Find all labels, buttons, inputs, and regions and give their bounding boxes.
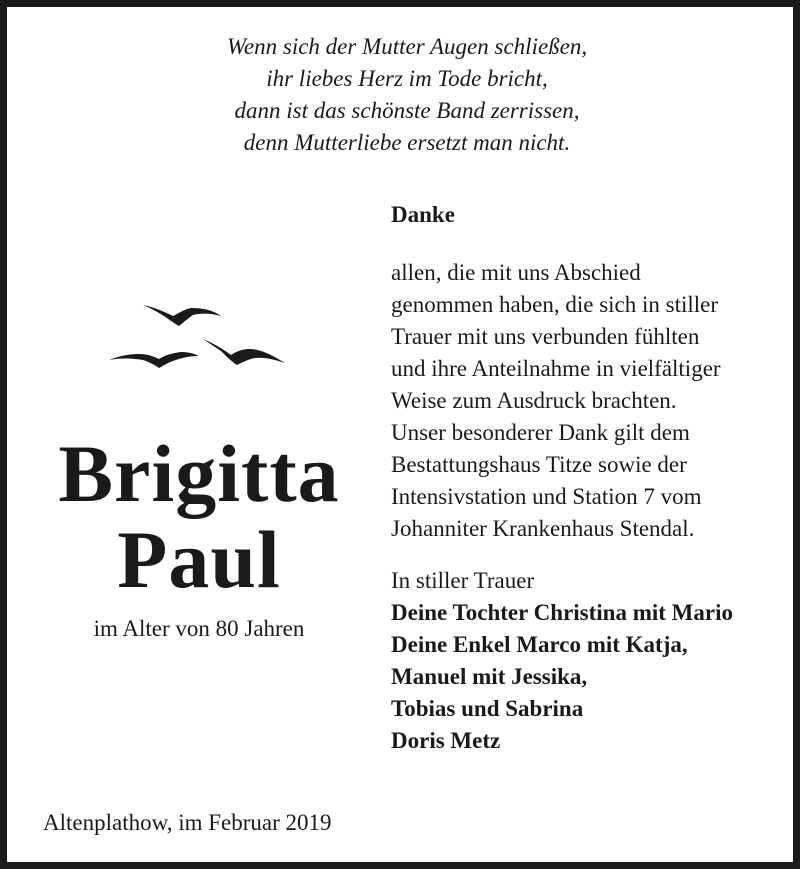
thanks-line: Unser besonderer Dank gilt dem xyxy=(391,420,690,445)
thanks-line: Johanniter Krankenhaus Stendal. xyxy=(391,516,695,541)
place-date: Altenplathow, im Februar 2019 xyxy=(43,810,332,835)
poem-line: dann ist das schönste Band zerrissen, xyxy=(234,98,580,123)
thanks-line: und ihre Anteilnahme in vielfältiger xyxy=(391,356,721,381)
thanks-line: Intensivstation und Station 7 vom xyxy=(391,484,702,509)
thanks-line: Bestattungshaus Titze sowie der xyxy=(391,452,687,477)
thanks-heading: Danke xyxy=(391,202,455,227)
thanks-column xyxy=(391,199,796,757)
thanks-line: Trauer mit uns verbunden fühlten xyxy=(391,324,700,349)
mourner-name: Deine Enkel Marco mit Katja, xyxy=(391,632,688,657)
mourners-names xyxy=(391,597,796,757)
mourner-name: Deine Tochter Christina mit Mario xyxy=(391,600,733,625)
mourner-name: Doris Metz xyxy=(391,728,501,753)
mourners-intro: In stiller Trauer xyxy=(391,568,535,593)
flying-birds-icon xyxy=(107,299,287,379)
thanks-line: allen, die mit uns Abschied xyxy=(391,260,641,285)
poem-line: Wenn sich der Mutter Augen schließen, xyxy=(226,34,588,59)
mourner-name: Tobias und Sabrina xyxy=(391,696,584,721)
deceased-last-name: Paul xyxy=(117,514,281,605)
mourner-name: Manuel mit Jessika, xyxy=(391,664,588,689)
poem-line: ihr liebes Herz im Tode bricht, xyxy=(266,66,548,91)
poem-line: denn Mutterliebe ersetzt man nicht. xyxy=(243,130,571,155)
age-line: im Alter von 80 Jahren xyxy=(93,616,305,641)
poem xyxy=(7,31,800,159)
thanks-text xyxy=(391,257,796,545)
deceased-first-name: Brigitta xyxy=(58,428,340,519)
mourners-block xyxy=(391,565,796,757)
thanks-line: Weise zum Ausdruck brachten. xyxy=(391,388,677,413)
thanks-line: genommen haben, die sich in stiller xyxy=(391,292,719,317)
